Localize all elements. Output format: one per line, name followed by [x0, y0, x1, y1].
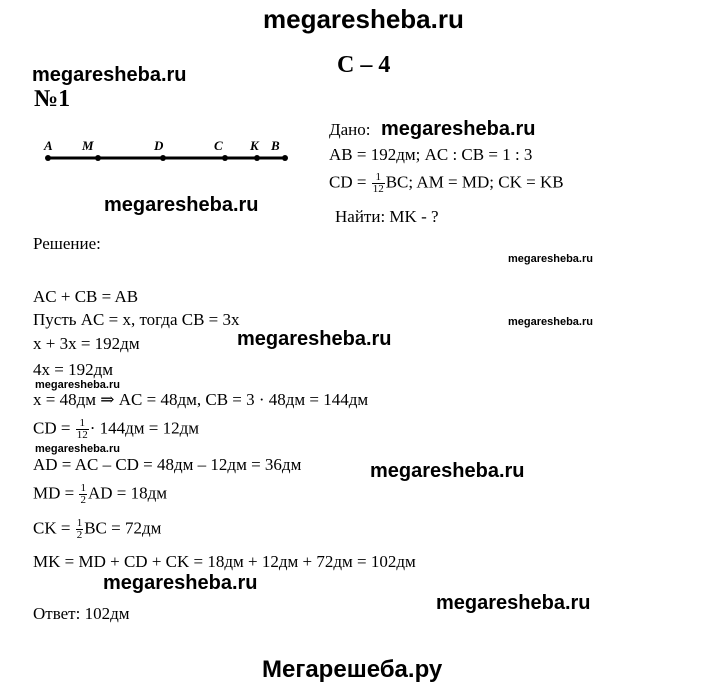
solution-line-9: CK = $\frac{1}{2}$ BC = 72дм [33, 517, 162, 541]
watermark-below-diagram: megaresheba.ru [104, 194, 259, 216]
point-label-c: C [214, 138, 223, 153]
watermark-given: megaresheba.ru [381, 118, 536, 140]
point-label-m: M [82, 138, 94, 153]
watermark-small-1: megaresheba.ru [508, 253, 593, 265]
given-line-2: CD = $\frac{1}{12}$ BC; AM = MD; CK = KB [329, 171, 564, 195]
solution-line-2: Пусть AC = x, тогда CB = 3x [33, 310, 240, 329]
footer-brand: Мегарешеба.ру [262, 656, 443, 683]
solution-line-4: 4x = 192дм [33, 360, 113, 379]
solution-line-5: x = 48дм ⇒ AC = 48дм, CB = 3 · 48дм = 144дм [33, 390, 369, 409]
fraction: $\frac{1}{2}$ [80, 482, 86, 506]
watermark-small-3: megaresheba.ru [35, 379, 120, 391]
point-label-d: D [154, 138, 164, 153]
answer: Ответ: 102дм [33, 604, 130, 623]
solution-line-7: AD = AC – CD = 48дм – 12дм = 36дм [33, 455, 302, 474]
fraction: $\frac{1}{12}$ [372, 171, 384, 195]
point-label-b: B [271, 138, 280, 153]
fraction: $\frac{1}{2}$ [76, 517, 83, 541]
page-title: С – 4 [337, 52, 391, 78]
point-k-dot [254, 155, 260, 161]
watermark-mid-2: megaresheba.ru [370, 460, 525, 482]
given-line-1: AB = 192дм; AC : CB = 1 : 3 [329, 145, 533, 164]
solution-line-8: MD = $\frac{1}{2}$ AD = 18дм [33, 482, 168, 506]
solution-line-1: AC + CB = AB [33, 287, 139, 306]
solution-line-3: x + 3x = 192дм [33, 334, 140, 353]
fraction: $\frac{1}{12}$ [76, 417, 88, 441]
point-label-a: A [44, 138, 53, 153]
point-label-k: K [250, 138, 259, 153]
given-find: Найти: MK - ? [335, 207, 439, 226]
watermark-top: megaresheba.ru [263, 4, 464, 34]
watermark-mid-1: megaresheba.ru [237, 328, 392, 350]
point-m-dot [95, 155, 101, 161]
watermark-bottom-left: megaresheba.ru [103, 572, 258, 594]
point-c-dot [222, 155, 228, 161]
solution-line-10: MK = MD + CD + CK = 18дм + 12дм + 72дм = 102дм [33, 552, 416, 571]
problem-number: №1 [34, 86, 71, 112]
point-a-dot [45, 155, 51, 161]
point-b-dot [282, 155, 288, 161]
watermark-small-4: megaresheba.ru [35, 443, 120, 455]
watermark-small-2: megaresheba.ru [508, 316, 593, 328]
given-label: Дано: [329, 120, 371, 139]
point-d-dot [160, 155, 166, 161]
solution-line-6: CD = $\frac{1}{12}$ · 144дм = 12дм [33, 417, 200, 441]
solution-label: Решение: [33, 234, 101, 253]
watermark-bottom-right: megaresheba.ru [436, 592, 591, 614]
watermark-left-header: megaresheba.ru [32, 64, 187, 86]
segment-diagram [30, 130, 300, 170]
